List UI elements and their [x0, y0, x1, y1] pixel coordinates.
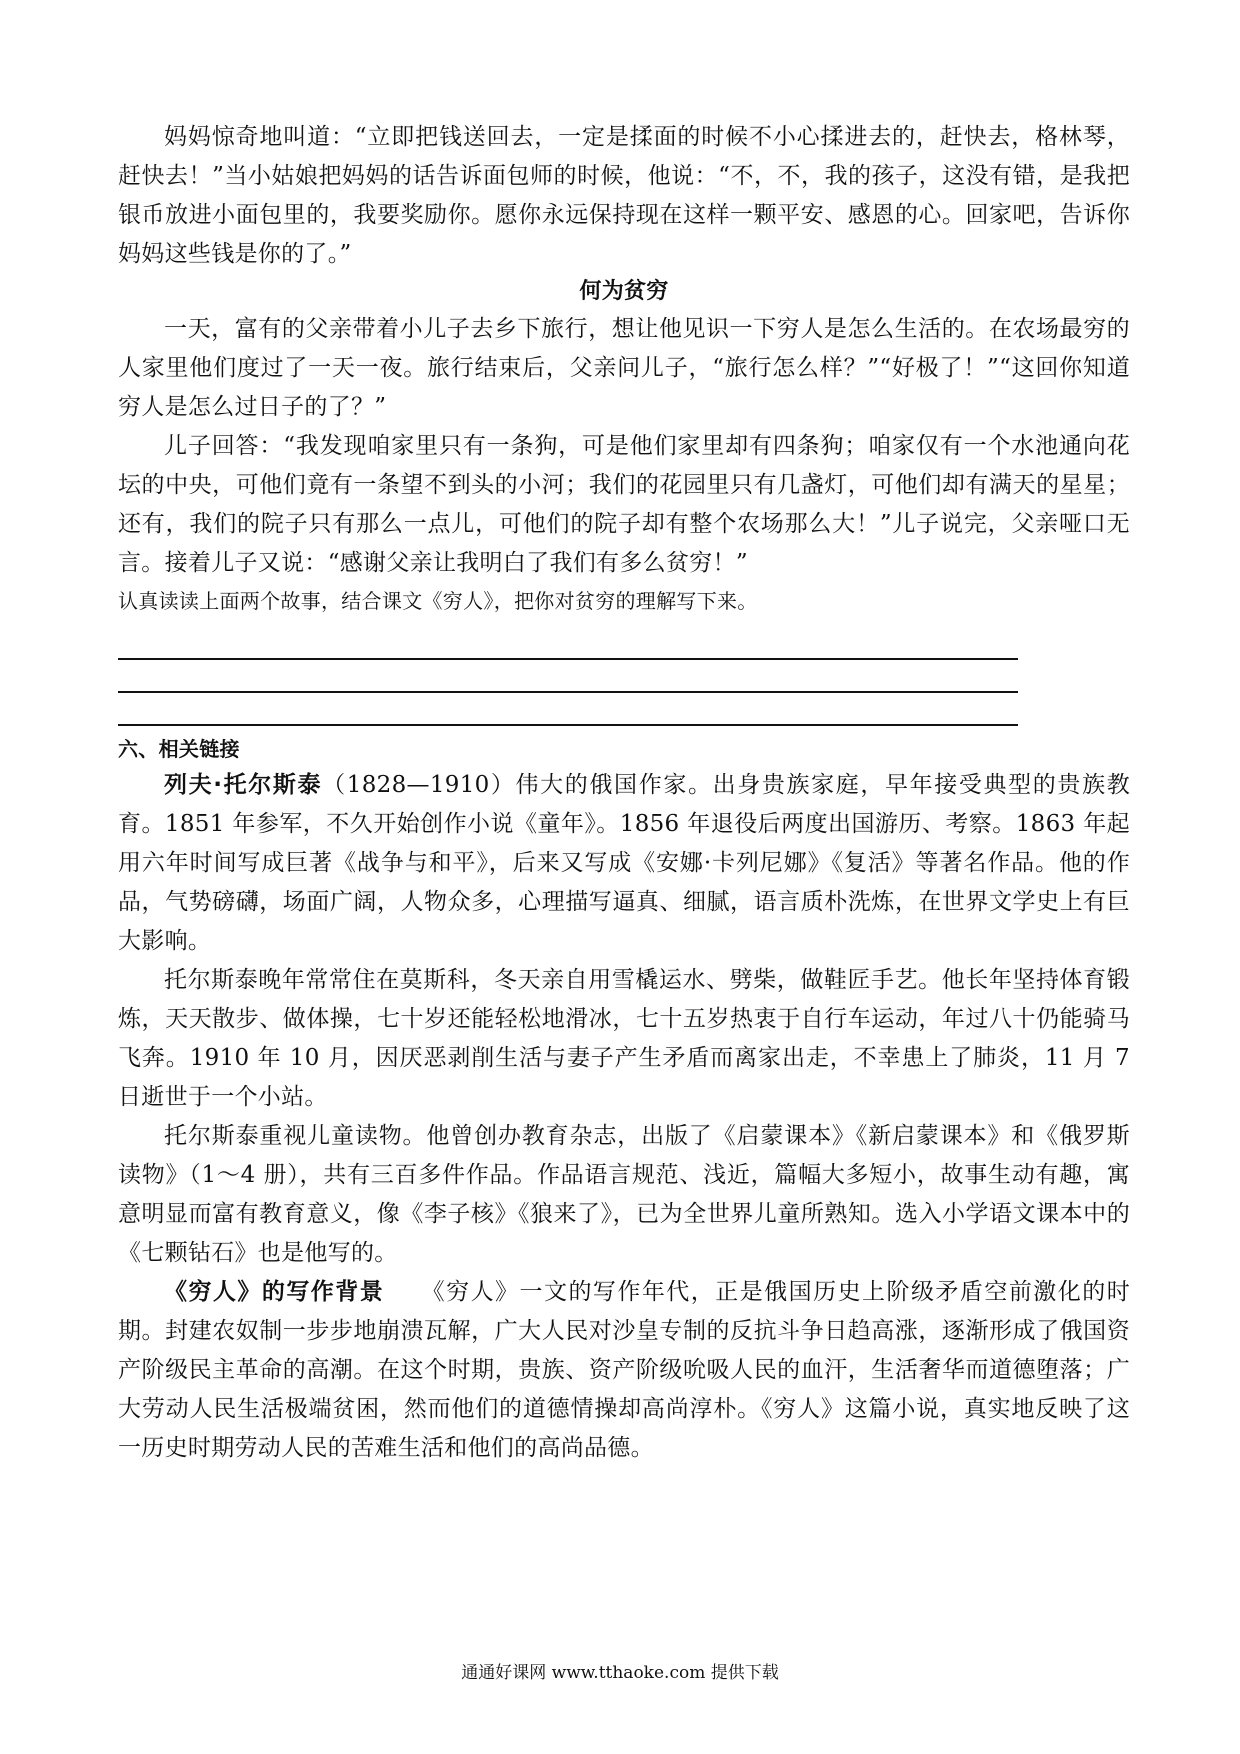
- tolstoy-name: 列夫·托尔斯泰: [164, 772, 323, 798]
- answer-line[interactable]: [118, 627, 1018, 660]
- background-text: 《穷人》一文的写作年代，正是俄国历史上阶级矛盾空前激化的时期。封建农奴制一步步地崩溃瓦解，广大人民对沙皇专制的反抗斗争日趋高涨，逐渐形成了俄国资产阶级民主革命的高潮。在这个时期，贵族、资产阶级吮吸人民的血汗，生活奢华而道德堕落；广大劳动人民生活极端贫困，然而他们的道德情操却高尚淳朴。《穷人》这篇小说，真实地反映了这一历史时期劳动人民的苦难生活和他们的高尚品德。: [118, 1279, 1130, 1461]
- answer-line[interactable]: [118, 693, 1018, 726]
- section-heading: 六、相关链接: [118, 737, 240, 761]
- document-body: [118, 118, 1130, 1468]
- tolstoy-bio-text: （1828—1910）伟大的俄国作家。出身贵族家庭，早年接受典型的贵族教育。1851 年参军，不久开始创作小说《童年》。1856 年退役后两度出国游历、考察。1863 年起用六年时间写成巨著《战争与和平》，后来又写成《安娜·卡列尼娜》《复活》等著名作品。他的作品，气势磅礴，场面广阔，人物众多，心理描写逼真、细腻，语言质朴洗炼，在世界文学史上有巨大影响。: [118, 772, 1130, 954]
- story1-ending-paragraph: 妈妈惊奇地叫道：“立即把钱送回去，一定是揉面的时候不小心揉进去的，赶快去，格林琴，赶快去！”当小姑娘把妈妈的话告诉面包师的时候，他说：“不，不，我的孩子，这没有错，是我把银币放进小面包里的，我要奖励你。愿你永远保持现在这样一颗平安、感恩的心。回家吧，告诉你妈妈这些钱是你的了。”: [118, 124, 1130, 267]
- tolstoy-paragraph-3: 托尔斯泰重视儿童读物。他曾创办教育杂志，出版了《启蒙课本》《新启蒙课本》和《俄罗斯读物》（1～4 册），共有三百多件作品。作品语言规范、浅近，篇幅大多短小，故事生动有趣，寓意明显而富有教育意义，像《李子核》《狼来了》，已为全世界儿童所熟知。选入小学语文课本中的《七颗钻石》也是他写的。: [118, 1123, 1130, 1266]
- story2-paragraph-1: 一天，富有的父亲带着小儿子去乡下旅行，想让他见识一下穷人是怎么生活的。在农场最穷的人家里他们度过了一天一夜。旅行结束后，父亲问儿子，“旅行怎么样？”“好极了！”“这回你知道穷人是怎么过日子的了？”: [118, 316, 1130, 420]
- tolstoy-paragraph-2: 托尔斯泰晚年常常住在莫斯科，冬天亲自用雪橇运水、劈柴，做鞋匠手艺。他长年坚持体育锻炼，天天散步、做体操，七十岁还能轻松地滑冰，七十五岁热衷于自行车运动，年过八十仍能骑马飞奔。1910 年 10 月，因厌恶剥削生活与妻子产生矛盾而离家出走，不幸患上了肺炎，11 月 7 日逝世于一个小站。: [118, 967, 1130, 1110]
- writing-task-prompt: 认真读读上面两个故事，结合课文《穷人》，把你对贫穷的理解写下来。: [118, 589, 758, 613]
- background-lead: 《穷人》的写作背景: [164, 1279, 385, 1305]
- answer-line[interactable]: [118, 660, 1018, 693]
- tolstoy-paragraph-1: [118, 766, 1130, 961]
- story2-title: 何为贫穷: [579, 279, 669, 304]
- background-paragraph: [118, 1273, 1130, 1468]
- answer-lines: [118, 627, 1018, 726]
- story2-paragraph-2: 儿子回答：“我发现咱家里只有一条狗，可是他们家里却有四条狗；咱家仅有一个水池通向花坛的中央，可他们竟有一条望不到头的小河；我们的花园里只有几盏灯，可他们却有满天的星星；还有，我们的院子只有那么一点儿，可他们的院子却有整个农场那么大！”儿子说完，父亲哑口无言。接着儿子又说：“感谢父亲让我明白了我们有多么贫穷！”: [118, 433, 1130, 576]
- page-footer: 通通好课网 www.tthaoke.com 提供下载: [461, 1663, 779, 1683]
